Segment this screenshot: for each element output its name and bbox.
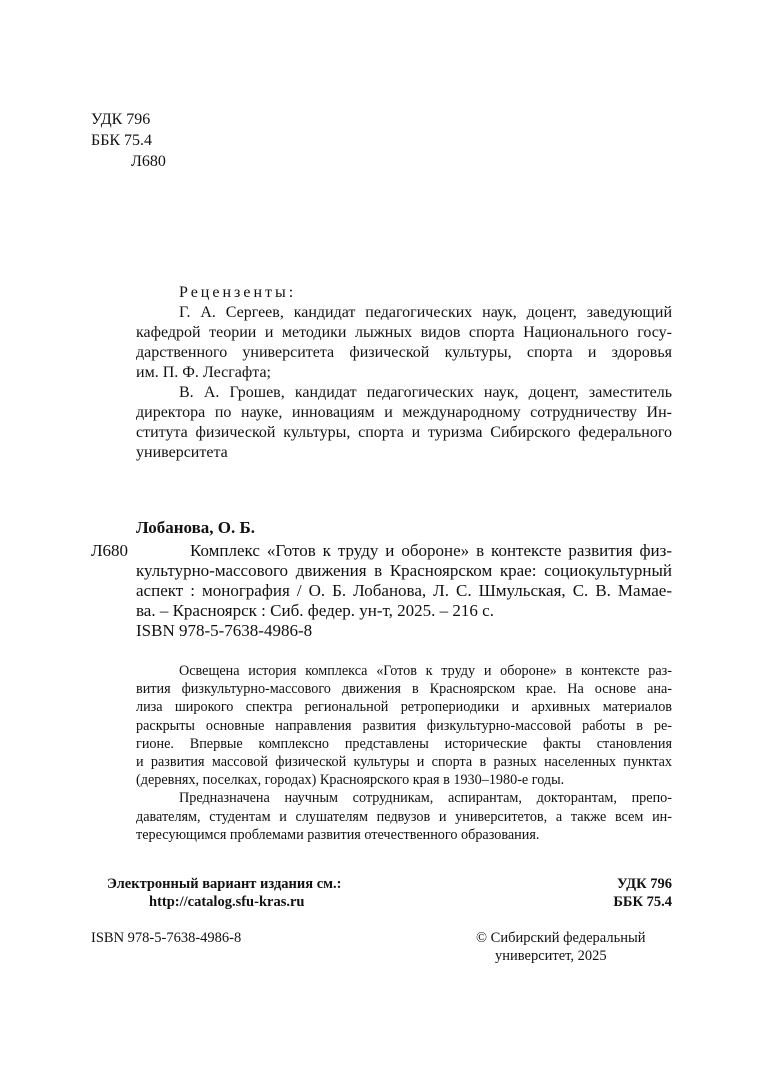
bib-code: Л680 [91, 541, 129, 560]
annotation-line: лиза широкого спектра региональной ретропериодики и архивных материалов [136, 699, 672, 716]
bbk-code: ББК 75.4 [91, 132, 153, 149]
footer-bbk: ББК 75.4 [613, 894, 672, 910]
reviewer-1-line: дарственного университета физической культуры, спорта и здоровья [136, 344, 672, 361]
annotation-line: раскрыты основные направления развития физкультурно-массовой работы в ре- [136, 717, 672, 734]
annotation-line: Предназначена научным сотрудникам, аспирантам, докторантам, препо- [179, 790, 672, 807]
footer-udk: УДК 796 [616, 876, 672, 892]
reviewer-2-line: ститута физической культуры, спорта и туризма Сибирского федерального [136, 424, 672, 441]
udk-code: УДК 796 [91, 111, 151, 128]
annotation-line: (деревнях, поселках, городах) Красноярского края в 1930–1980-е годы. [136, 772, 565, 789]
annotation-line: гионе. Впервые комплексно представлены исторические факты становления [136, 735, 672, 752]
annotation-line: давателям, студентам и слушателям педвузов и университетов, а также всем ин- [136, 808, 672, 825]
reviewer-2-line: университета [136, 444, 228, 461]
annotation-line: и развития массовой физической культуры и спорта в разных населенных пунктах [136, 754, 672, 771]
reviewer-1-line: им. П. Ф. Лесгафта; [136, 364, 271, 381]
bib-author: Лобанова, О. Б. [136, 518, 256, 537]
copyright-line: университет, 2025 [495, 948, 607, 964]
electronic-version-label: Электронный вариант издания см.: [107, 876, 342, 892]
bib-line: Комплекс «Готов к труду и обороне» в контексте развития физ- [190, 541, 672, 560]
bib-line: ва. – Красноярск : Сиб. федер. ун-т, 2025. – 216 с. [136, 601, 494, 620]
reviewer-2-line: директора по науке, инновациям и международному сотрудничеству Ин- [136, 404, 672, 421]
annotation-line: вития физкультурно-массового движения в Красноярском крае. На основе ана- [136, 681, 672, 698]
reviewers-heading: Рецензенты: [179, 284, 297, 301]
author-mark: Л680 [131, 153, 166, 170]
reviewer-1-line: Г. А. Сергеев, кандидат педагогических наук, доцент, заведующий [179, 304, 672, 321]
annotation-section [136, 662, 672, 844]
reviewers-section [136, 283, 672, 463]
reviewer-1-line: кафедрой теории и методики лыжных видов спорта Национального госу- [136, 324, 672, 341]
annotation-line: тересующимся проблемами развития отечественного образования. [136, 826, 540, 843]
copyright-line: © Сибирский федеральный [476, 930, 646, 946]
bib-line: культурно-массового движения в Красноярском крае: социокультурный [136, 561, 672, 580]
bib-description [136, 541, 672, 641]
reviewer-2-line: В. А. Грошев, кандидат педагогических наук, доцент, заместитель [179, 384, 672, 401]
footer-isbn: ISBN 978-5-7638-4986-8 [91, 930, 242, 946]
catalog-url[interactable]: http://catalog.sfu-kras.ru [149, 894, 305, 910]
annotation-line: Освещена история комплекса «Готов к труду и обороне» в контексте раз- [179, 663, 672, 679]
bib-line: аспект : монография / О. Б. Лобанова, Л. С. Шмульская, С. В. Мамае- [136, 581, 672, 600]
bib-isbn: ISBN 978-5-7638-4986-8 [136, 621, 313, 640]
